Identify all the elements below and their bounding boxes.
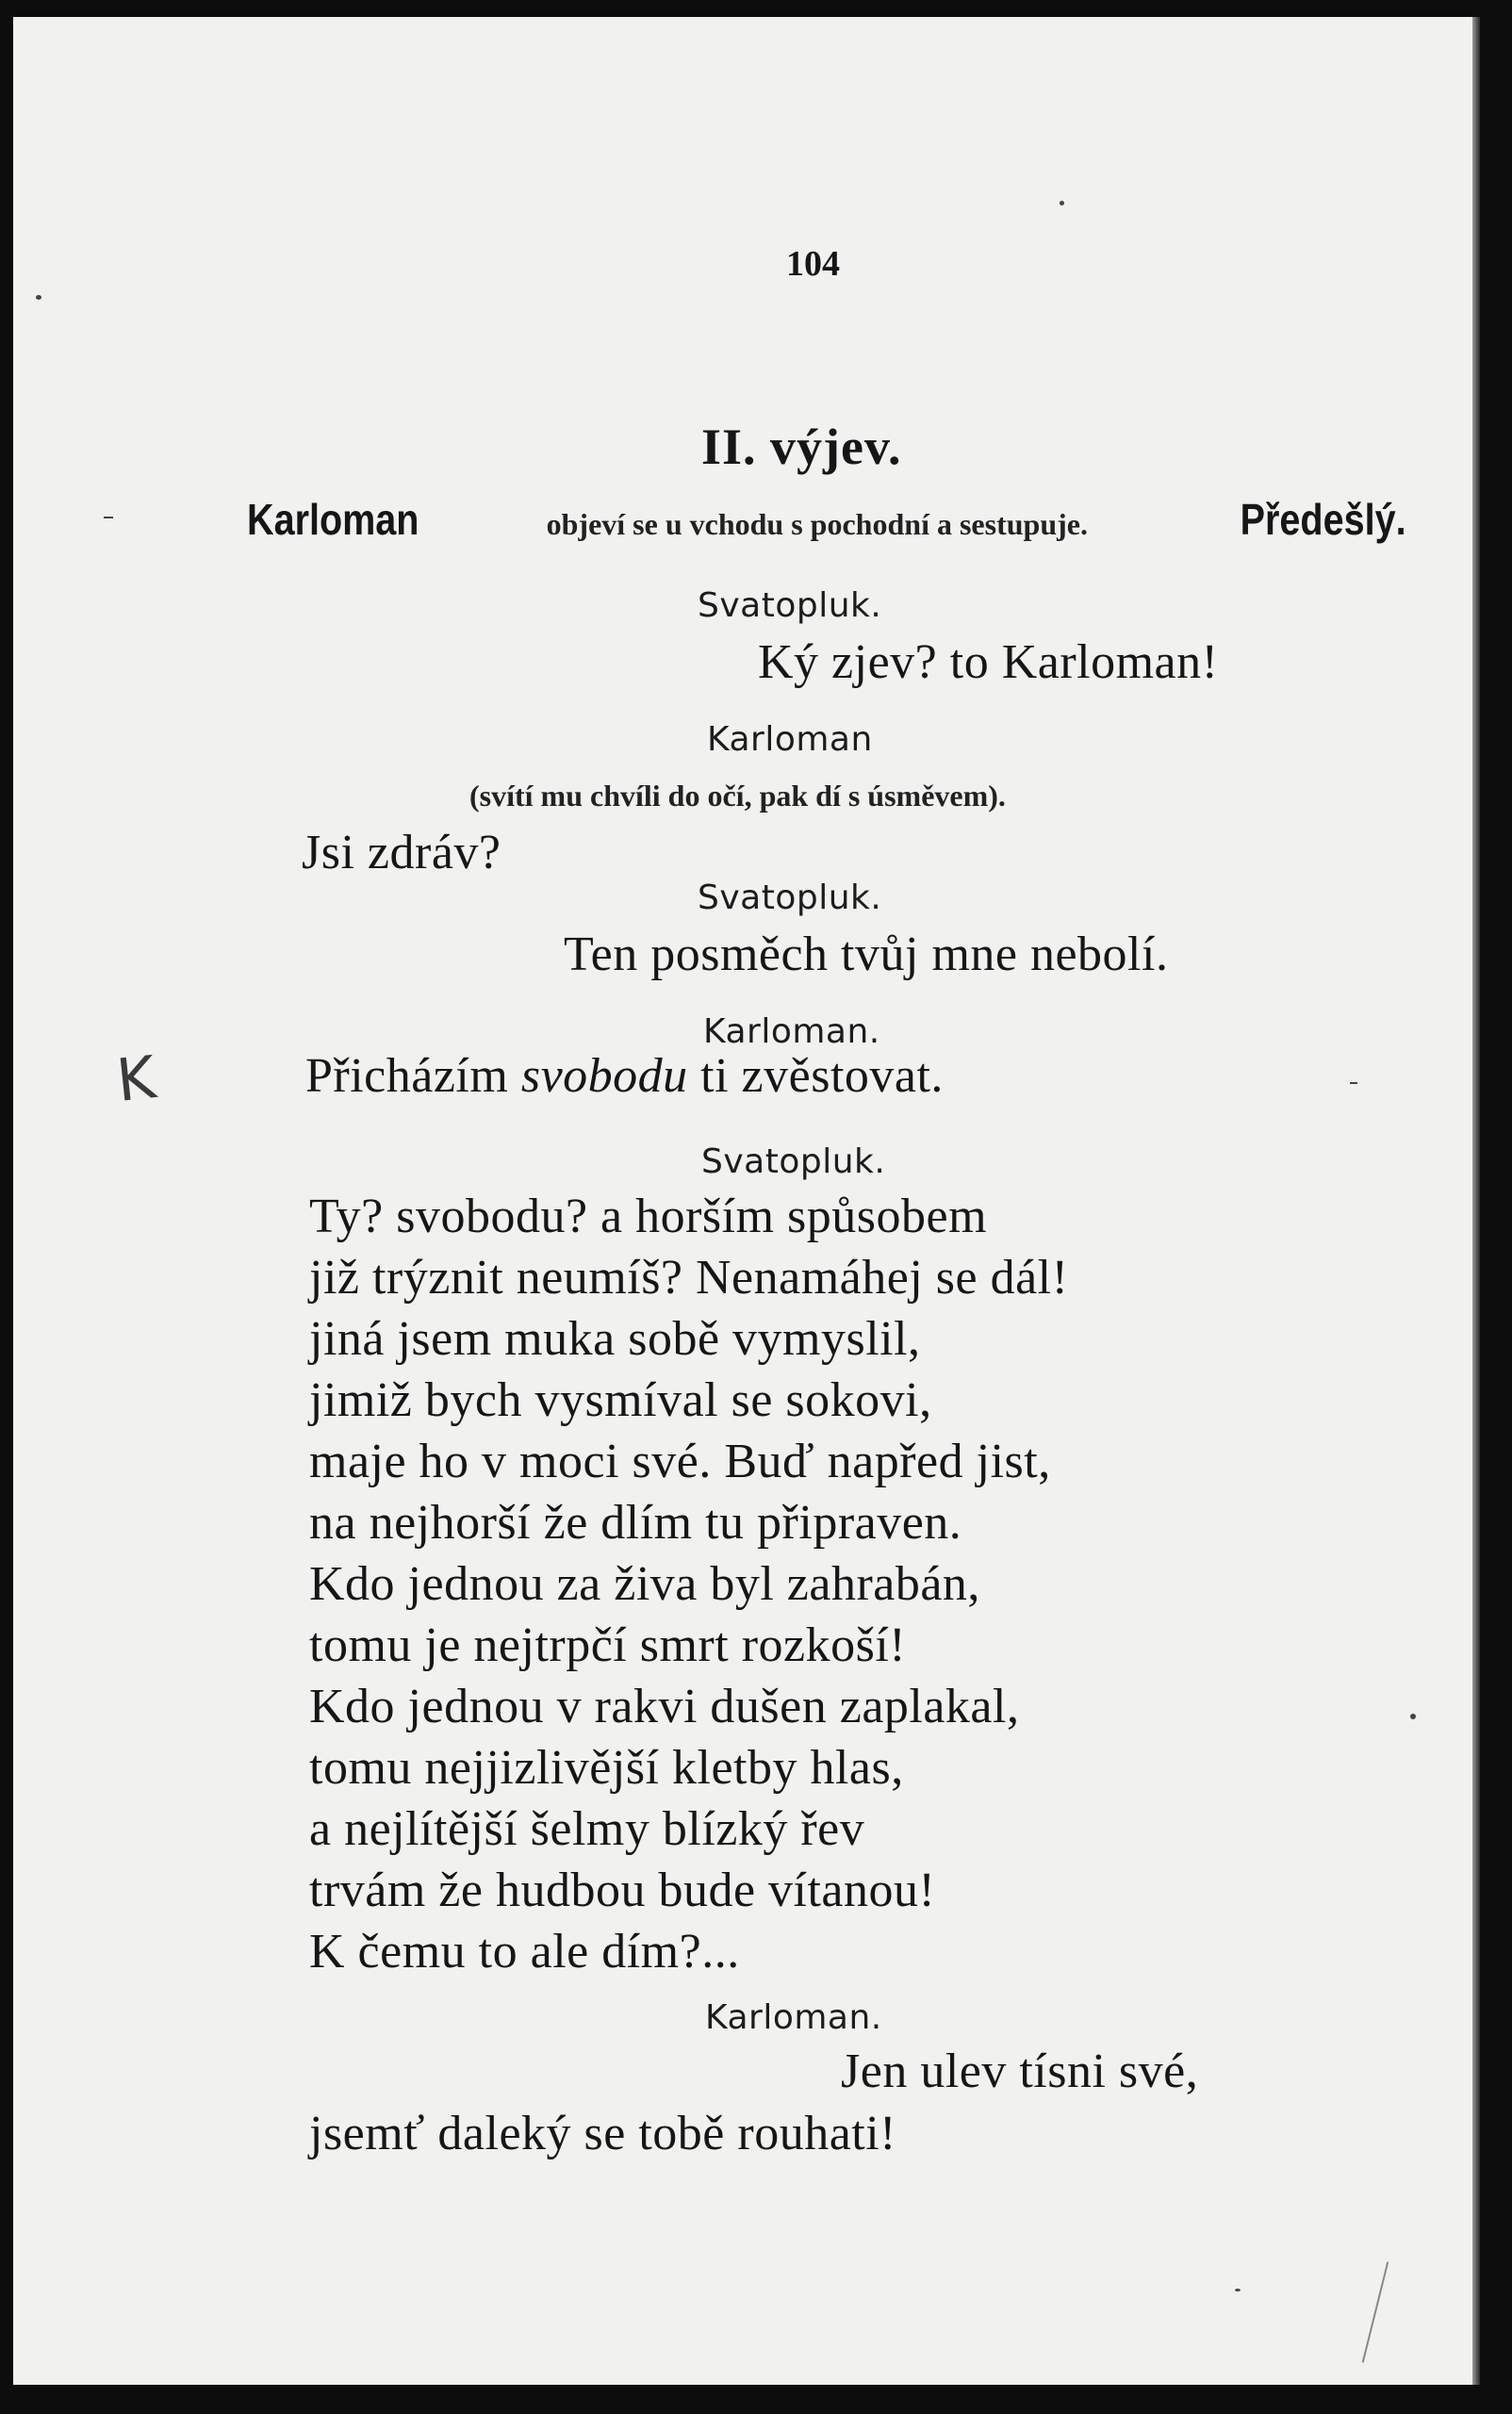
stage-direction: (svítí mu chvíli do očí, pak dí s úsměvem). <box>469 779 1006 813</box>
character-name-predesly: Předešlý. <box>1241 495 1406 544</box>
verse-line: tomu nejjizlivější kletby hlas, <box>309 1741 904 1795</box>
speaker-label: Karloman. <box>703 1012 880 1051</box>
verse-line <box>305 1048 944 1104</box>
speaker-label: Svatopluk. <box>698 879 882 917</box>
paper-speck <box>1235 2289 1241 2291</box>
verse-line: Ty? svobodu? a horším spůsobem <box>309 1190 988 1243</box>
verse-line: jsemť daleký se tobě rouhati! <box>309 2107 896 2160</box>
verse-line: jimiž bych vysmíval se sokovi, <box>309 1373 932 1427</box>
speaker-label: Svatopluk. <box>701 1142 886 1181</box>
verse-line: Jen ulev tísni své, <box>841 2045 1199 2098</box>
handwritten-margin-mark: K <box>113 1043 159 1115</box>
speaker-label: Svatopluk. <box>698 586 882 625</box>
verse-line: trvám že hudbou bude vítanou! <box>309 1864 936 1917</box>
paper-speck <box>104 517 113 518</box>
speaker-label: Karloman. <box>705 1998 882 2037</box>
paper-speck <box>36 295 41 300</box>
verse-line: Kdo jednou za živa byl zahrabán, <box>309 1557 980 1611</box>
paper-speck <box>1060 201 1064 205</box>
verse-line: a nejlítější šelmy blízký řev <box>309 1802 865 1856</box>
verse-fragment: Přicházím <box>305 1049 509 1103</box>
paper-scratch <box>1362 2261 1389 2362</box>
stage-direction-text: objeví se u vchodu s pochodní a sestupuje. <box>546 507 1088 541</box>
verse-fragment: ti zvěstovat. <box>700 1049 944 1103</box>
speaker-label: Karloman <box>707 720 873 759</box>
scene-title: II. výjev. <box>701 419 902 475</box>
verse-block <box>309 1186 1068 1982</box>
verse-line: Kdo jednou v rakvi dušen zaplakal, <box>309 1680 1020 1733</box>
verse-line: K čemu to ale dím?... <box>309 1925 740 1979</box>
verse-line: maje ho v moci své. Buď napřed jist, <box>309 1435 1051 1488</box>
verse-line: Jsi zdráv? <box>302 826 501 879</box>
verse-line: Ký zjev? to Karloman! <box>758 635 1219 689</box>
verse-line: jiná jsem muka sobě vymyslil, <box>309 1312 921 1366</box>
paper-speck <box>1350 1082 1357 1084</box>
verse-line: již trýznit neumíš? Nenamáhej se dál! <box>309 1251 1069 1305</box>
paper-speck <box>1410 1714 1416 1719</box>
verse-line: Ten posměch tvůj mne nebolí. <box>564 928 1169 981</box>
verse-line: na nejhorší že dlím tu připraven. <box>309 1496 962 1550</box>
character-name-karloman: Karloman <box>247 495 419 544</box>
emphasized-word: svobodu <box>520 1049 688 1103</box>
scene-stage-direction <box>247 494 1406 545</box>
verse-line: tomu je nejtrpčí smrt rozkoší! <box>309 1618 907 1672</box>
page-number: 104 <box>786 244 840 284</box>
book-page <box>13 17 1472 2385</box>
